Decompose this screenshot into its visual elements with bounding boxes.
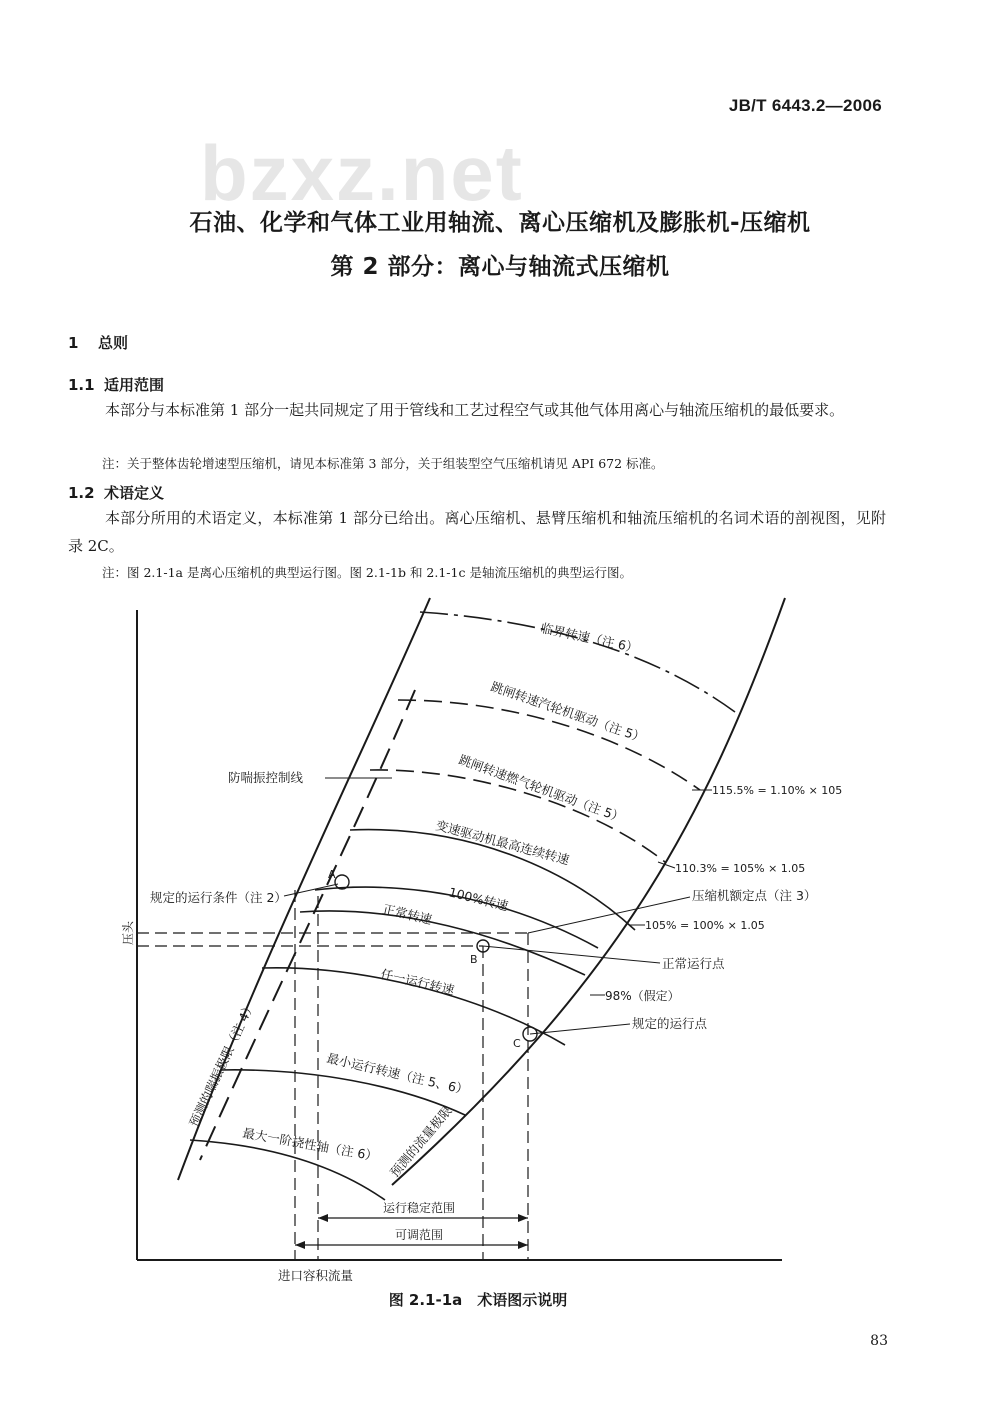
anti-surge-line: [200, 690, 415, 1160]
standard-number: JB/T 6443.2—2006: [728, 96, 882, 115]
page-number: 83: [870, 1333, 888, 1349]
anti-surge-label: 防喘振控制线: [228, 770, 304, 785]
pct-110-label: 110.3% = 105% × 1.05: [675, 862, 806, 875]
surge-limit-label: 预测的喘振极限（注 4）: [186, 998, 258, 1130]
point-a-label: A: [328, 868, 336, 881]
min-speed-label: 最小运行转速（注 5、6）: [325, 1050, 470, 1098]
section-1-1-note: 注：关于整体齿轮增速型压缩机，请见本标准第 3 部分，关于组装型空气压缩机请见 API 672 标准。: [102, 456, 664, 471]
point-c-label: C: [513, 1037, 521, 1050]
any-speed-label: 任一运行转速: [379, 966, 456, 998]
specified-condition-label: 规定的运行条件（注 2）: [150, 890, 287, 905]
section-1-2-body: 本部分所用的术语定义，本标准第 1 部分已给出。离心压缩机、悬臂压缩机和轴流压缩机的名词术语的剖视图，见附录 2C。: [68, 509, 886, 555]
section-1-2-note: 注：图 2.1-1a 是离心压缩机的典型运行图。图 2.1-1b 和 2.1-1c 是轴流压缩机的典型运行图。: [102, 565, 632, 580]
pct-105-label: 105% = 100% × 1.05: [645, 919, 765, 932]
section-1-1-body: 本部分与本标准第 1 部分一起共同规定了用于管线和工艺过程空气或其他气体用离心与轴流压缩机的最低要求。: [105, 401, 845, 419]
stonewall-label: 预测的流量极限: [386, 1103, 455, 1180]
x-axis-label: 进口容积流量: [278, 1268, 354, 1283]
point-a-marker: [335, 875, 349, 889]
turndown-range-label: 可调范围: [395, 1228, 444, 1242]
normal-speed-label: 正常转速: [381, 901, 434, 928]
steam-trip-label: 跳闸转速汽轮机驱动（注 5）: [489, 678, 648, 746]
section-title: 术语定义: [104, 484, 165, 502]
figure-caption: 图 2.1-1a 术语图示说明: [388, 1291, 568, 1309]
normal-speed-curve: [300, 911, 585, 975]
section-number: 1.1: [68, 376, 95, 394]
section-title: 总则: [98, 334, 129, 352]
max-continuous-label: 变速驱动机最高连续转速: [434, 817, 571, 868]
page-title: 石油、化学和气体工业用轴流、离心压缩机及膨胀机-压缩机: [189, 210, 811, 236]
section-number: 1.2: [68, 484, 95, 502]
rated-point-label: 压缩机额定点（注 3）: [692, 888, 817, 903]
point-b-label: B: [470, 953, 478, 966]
speed-100-label: 100%转速: [447, 884, 510, 914]
steam-trip-curve: [398, 700, 700, 790]
pct-98-label: 98%（假定）: [605, 989, 680, 1003]
stable-range-label: 运行稳定范围: [383, 1201, 456, 1215]
y-axis-label: 压头: [121, 920, 135, 945]
section-title: 适用范围: [104, 376, 165, 394]
critical-speed-label: 临界转速（注 6）: [539, 620, 640, 656]
specified-point-label: 规定的运行点: [632, 1016, 708, 1031]
pct-115-label: 115.5% = 1.10% × 105: [712, 784, 843, 797]
section-number: 1: [68, 334, 79, 352]
max-rigid-label: 最大一阶挠性轴（注 6）: [241, 1125, 379, 1164]
page-subtitle: 第 2 部分：离心与轴流式压缩机: [330, 254, 670, 280]
normal-point-label: 正常运行点: [662, 956, 725, 971]
watermark: bzxz.net: [200, 129, 524, 217]
gas-trip-label: 跳闸转速燃气轮机驱动（注 5）: [456, 751, 627, 826]
